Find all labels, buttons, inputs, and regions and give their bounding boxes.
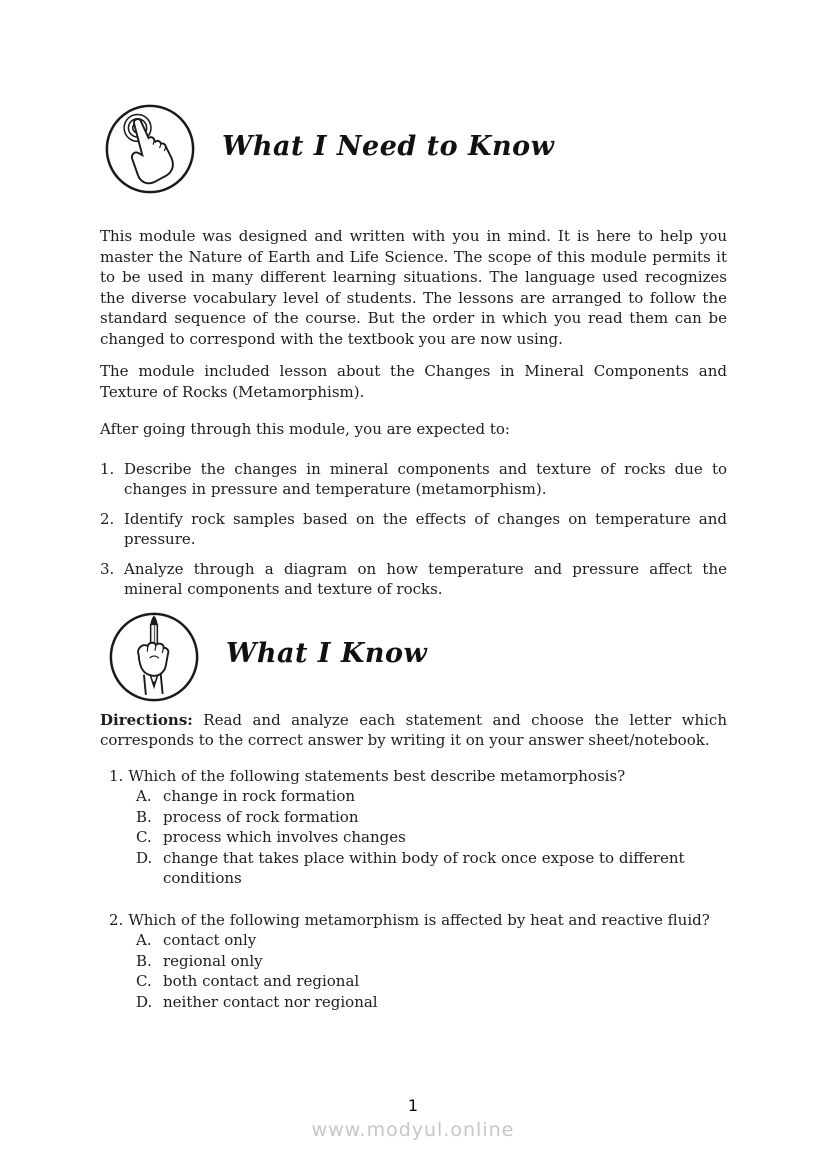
option-text: both contact and regional xyxy=(163,972,360,990)
question-number: 1. xyxy=(109,766,124,785)
objective-number: 2. xyxy=(100,509,115,528)
option-text: change that takes place within body of rock once expose to different conditions xyxy=(163,848,685,887)
section-what-i-know xyxy=(100,611,727,1013)
option-b xyxy=(109,807,727,828)
option-text: process of rock formation xyxy=(163,807,359,826)
option-text: neither contact nor regional xyxy=(163,992,378,1011)
option-d xyxy=(109,992,727,1013)
option-letter: A. xyxy=(136,787,152,805)
option-letter: C. xyxy=(136,972,152,990)
option-c xyxy=(109,827,727,848)
question-2 xyxy=(100,910,727,1013)
objectives-lead-paragraph: After going through this module, you are expected to: xyxy=(100,420,510,438)
page-number: 1 xyxy=(407,1096,419,1115)
section-heading: What I Know xyxy=(226,638,428,669)
option-letter: B. xyxy=(136,951,152,970)
option-text: change in rock formation xyxy=(163,787,356,805)
option-b xyxy=(109,951,727,972)
option-letter: D. xyxy=(136,992,153,1011)
objective-number: 3. xyxy=(100,559,115,578)
question-text: Which of the following metamorphism is affected by heat and reactive fluid? xyxy=(128,910,710,929)
section-what-i-need-to-know xyxy=(100,103,727,600)
directions-label: Directions: xyxy=(100,710,193,729)
objective-number: 1. xyxy=(100,459,115,478)
objective-text: Describe the changes in mineral components and texture of rocks due to changes in pressure and temperature (metamorphism). xyxy=(124,459,727,498)
option-a xyxy=(109,930,727,951)
option-letter: C. xyxy=(136,828,152,846)
option-c xyxy=(109,971,727,992)
option-letter: B. xyxy=(136,807,152,826)
question-line xyxy=(109,910,727,931)
section-header xyxy=(108,611,727,703)
section-header xyxy=(104,103,727,195)
option-text: contact only xyxy=(163,931,257,949)
objective-text: Identify rock samples based on the effects of changes on temperature and pressure. xyxy=(124,509,727,548)
option-text: regional only xyxy=(163,951,263,970)
section-heading: What I Need to Know xyxy=(222,130,555,162)
question-line xyxy=(109,766,727,787)
question-text: Which of the following statements best describe metamorphosis? xyxy=(128,766,626,785)
option-letter: A. xyxy=(136,931,152,949)
option-letter: D. xyxy=(136,848,153,867)
option-d xyxy=(109,848,727,889)
objective-item xyxy=(100,459,727,500)
directions-paragraph xyxy=(100,710,727,751)
objective-text: Analyze through a diagram on how temperature and pressure affect the mineral components and texture of rocks. xyxy=(124,559,727,598)
directions-text: Read and analyze each statement and choose the letter which corresponds to the correct answer by writing it on your answer sheet/notebook. xyxy=(100,710,727,749)
watermark: www.modyul.online xyxy=(311,1119,515,1141)
writing-hand-icon xyxy=(108,611,200,703)
option-a xyxy=(109,786,727,807)
objectives-list xyxy=(100,459,727,600)
question-number: 2. xyxy=(109,910,124,929)
option-text: process which involves changes xyxy=(163,828,406,846)
tap-hand-icon xyxy=(104,103,196,195)
objective-item xyxy=(100,509,727,550)
objective-item xyxy=(100,559,727,600)
intro-paragraph: This module was designed and written with you in mind. It is here to help you master the Nature of Earth and Life Science. The scope of this module permits it to be used in many different learning situations. The language used recognizes the diverse vocabulary level of students. The lessons are arranged to follow the standard sequence of the course. But the order in which you read them can be changed to correspond with the textbook you are now using. xyxy=(100,227,727,348)
page-content xyxy=(100,0,727,1012)
question-1 xyxy=(100,766,727,889)
module-lesson-paragraph: The module included lesson about the Changes in Mineral Components and Texture of Rocks (Metamorphism). xyxy=(100,362,727,401)
